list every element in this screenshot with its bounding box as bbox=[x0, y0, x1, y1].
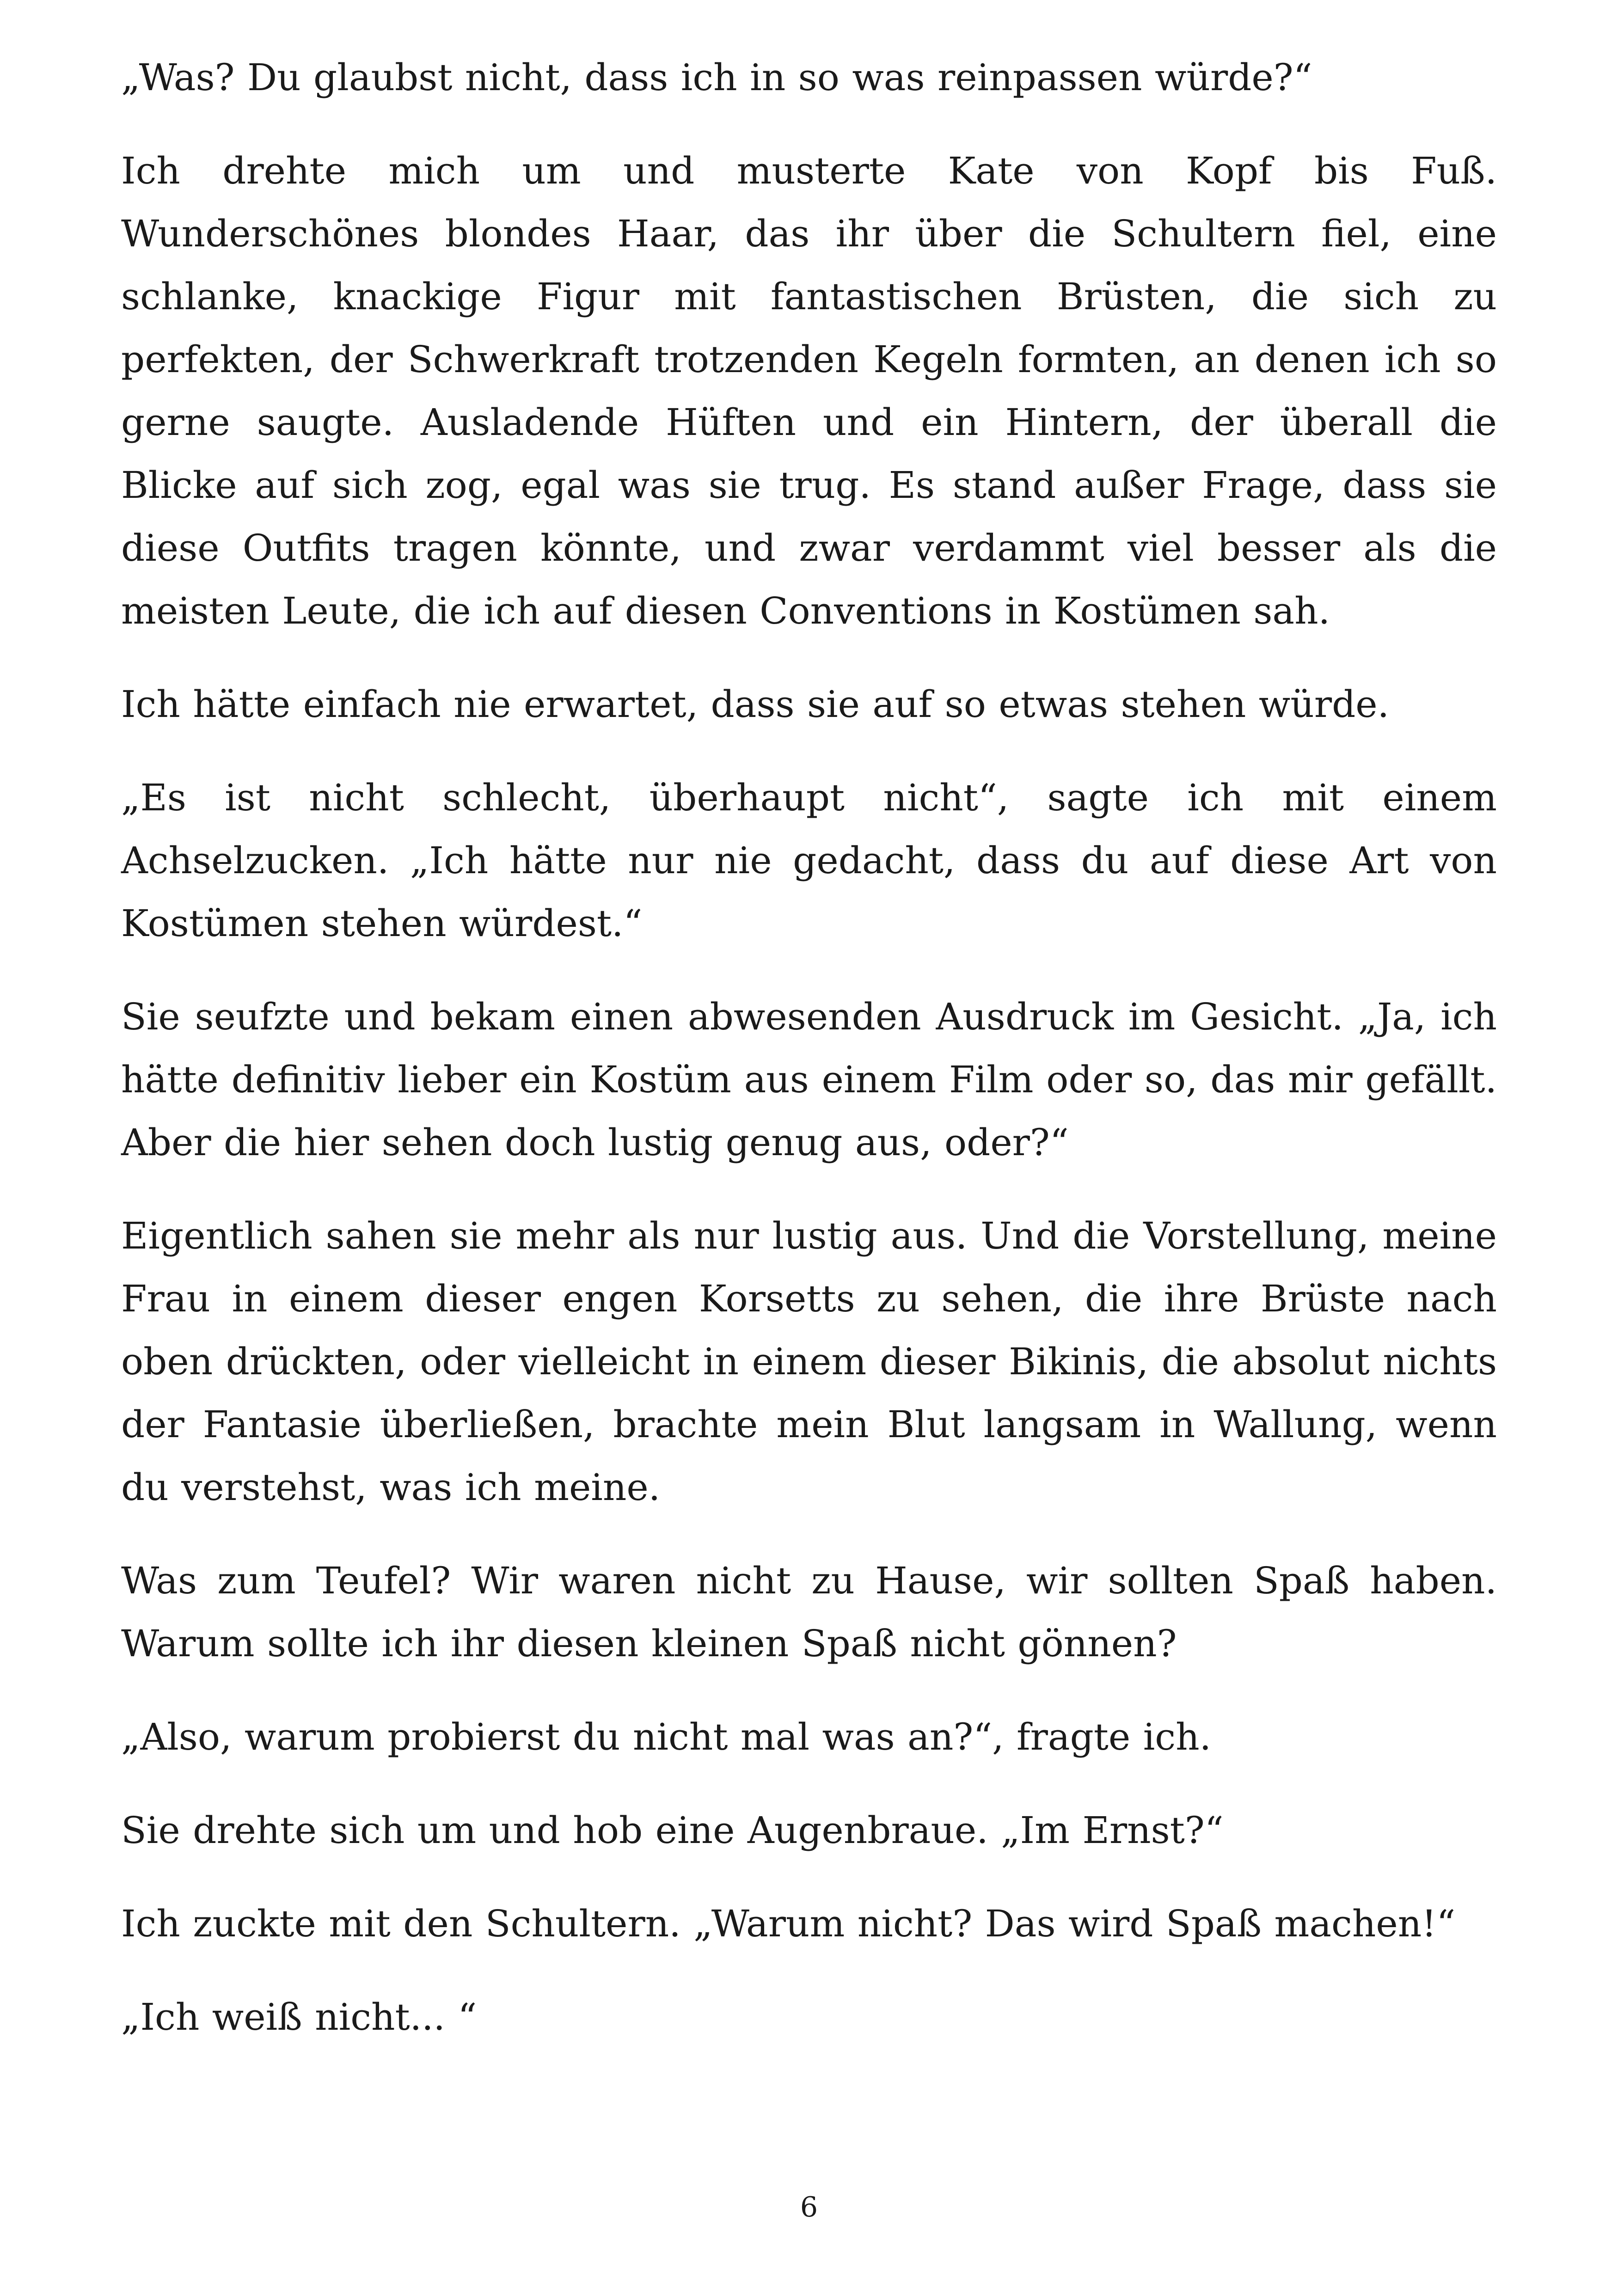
paragraph-7: Was zum Teufel? Wir waren nicht zu Hause, wir sollten Spaß haben. Warum sollte ich ihr diesen kleinen Spaß nicht gönnen? bbox=[121, 1559, 1497, 1665]
paragraph-5: Sie seufzte und bekam einen abwesenden Ausdruck im Gesicht. „Ja, ich hätte definitiv lieber ein Kostüm aus einem Film oder so, das mir gefällt. Aber die hier sehen doch lustig genug aus, oder?“ bbox=[121, 995, 1497, 1164]
page-number: 6 bbox=[800, 2191, 818, 2223]
paragraph-11: „Ich weiß nicht... “ bbox=[121, 1996, 477, 2039]
paragraph-4: „Es ist nicht schlecht, überhaupt nicht“, sagte ich mit einem Achselzucken. „Ich hätte nur nie gedacht, dass du auf diese Art von Kostümen stehen würdest.“ bbox=[121, 776, 1497, 945]
body-text bbox=[121, 46, 1497, 2079]
paragraph-9: Sie drehte sich um und hob eine Augenbraue. „Im Ernst?“ bbox=[121, 1809, 1224, 1852]
paragraph-6: Eigentlich sahen sie mehr als nur lustig aus. Und die Vorstellung, meine Frau in einem dieser engen Korsetts zu sehen, die ihre Brüste nach oben drückten, oder vielleicht in einem dieser Bikinis, die absolut nichts der Fantasie überließen, brachte mein Blut langsam in Wallung, wenn du verstehst, was ich meine. bbox=[121, 1214, 1497, 1509]
paragraph-1: „Was? Du glaubst nicht, dass ich in so was reinpassen würde?“ bbox=[121, 56, 1312, 99]
paragraph-10: Ich zuckte mit den Schultern. „Warum nicht? Das wird Spaß machen!“ bbox=[121, 1902, 1456, 1945]
paragraph-3: Ich hätte einfach nie erwartet, dass sie auf so etwas stehen würde. bbox=[121, 683, 1390, 726]
paragraph-8: „Also, warum probierst du nicht mal was an?“, fragte ich. bbox=[121, 1715, 1212, 1758]
paragraph-2: Ich drehte mich um und musterte Kate von Kopf bis Fuß. Wunderschönes blondes Haar, das ihr über die Schultern fiel, eine schlanke, knackige Figur mit fantastischen Brüsten, die sich zu perfekten, der Schwerkraft trotzenden Kegeln formten, an denen ich so gerne saugte. Ausladende Hüften und ein Hintern, der überall die Blicke auf sich zog, egal was sie trug. Es stand außer Frage, dass sie diese Outfits tragen könnte, und zwar verdammt viel besser als die meisten Leute, die ich auf diesen Conventions in Kostümen sah. bbox=[121, 149, 1497, 632]
